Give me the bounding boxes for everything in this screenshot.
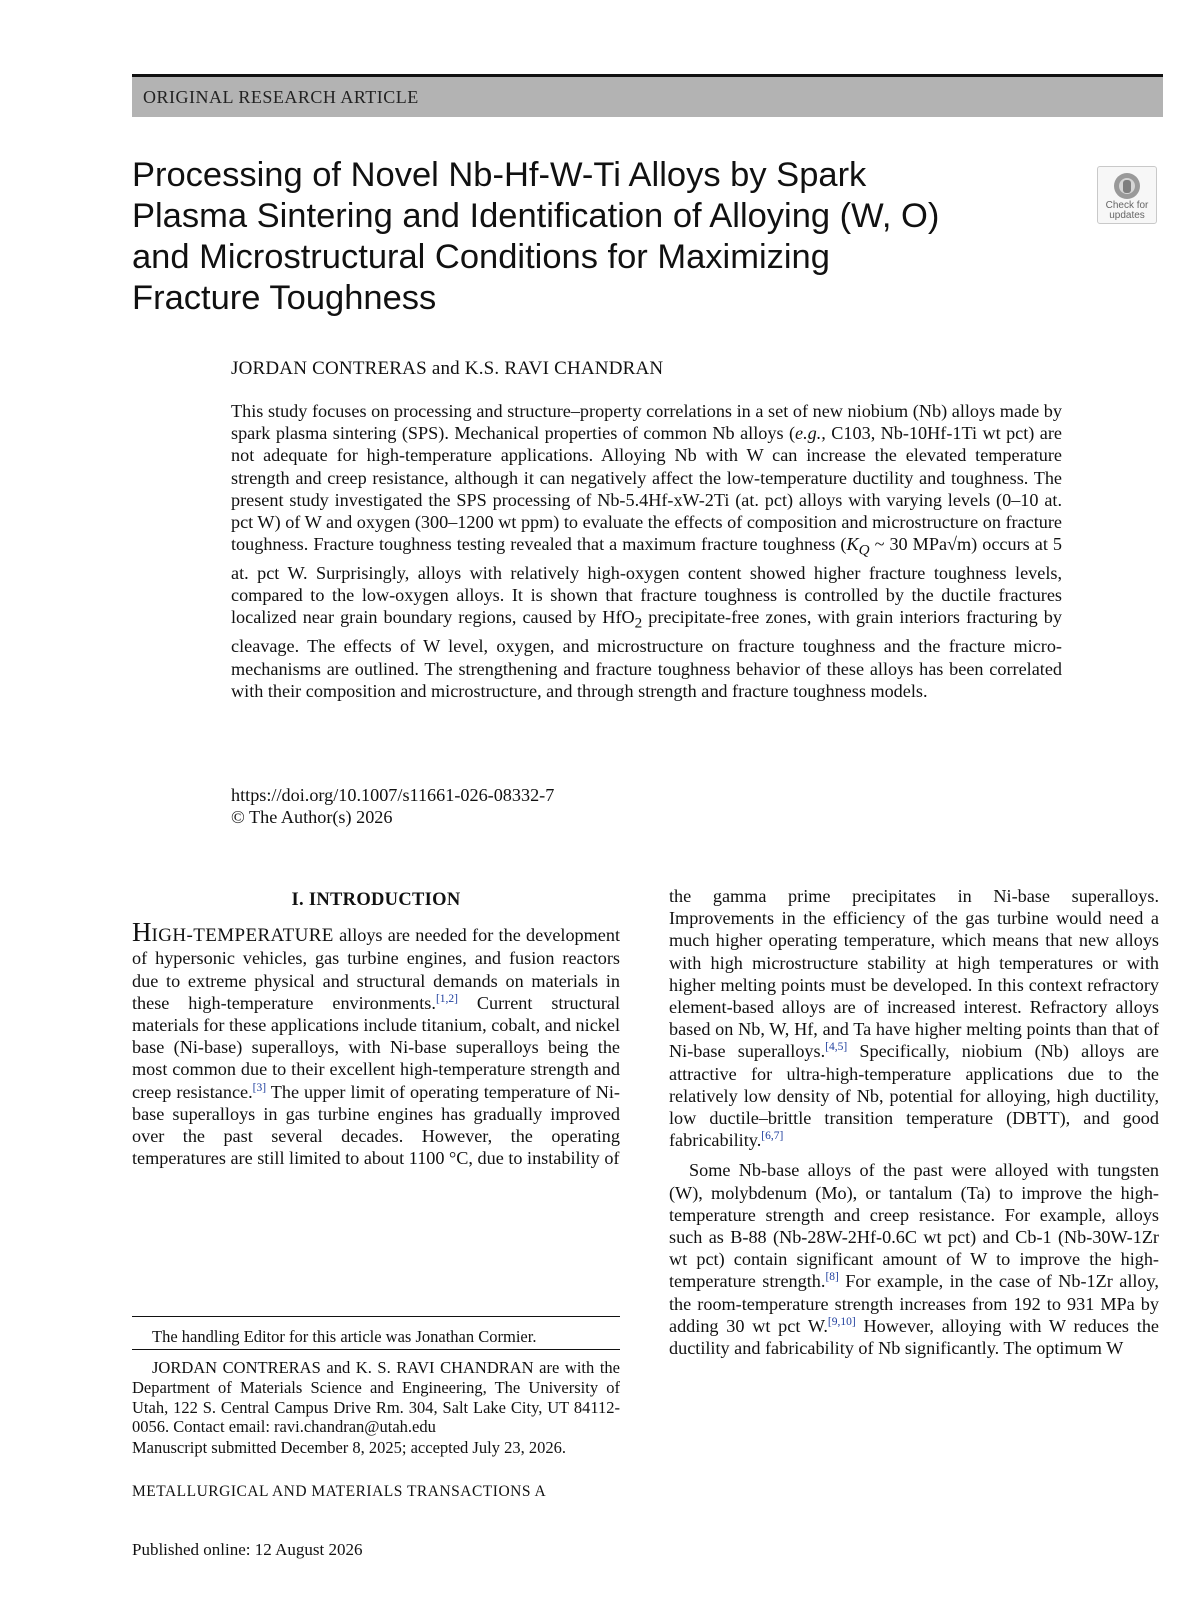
- abstract-eg: e.g.,: [795, 423, 826, 444]
- title-line-3: and Microstructural Conditions for Maximizing: [132, 238, 830, 276]
- abstract-k-subscript: Q: [858, 541, 870, 559]
- intro-smallcaps: IGH-TEMPERATURE: [151, 925, 334, 947]
- journal-name: METALLURGICAL AND MATERIALS TRANSACTIONS A: [132, 1483, 547, 1500]
- footnote-dates: Manuscript submitted December 8, 2025; accepted July 23, 2026.: [132, 1438, 566, 1457]
- doi-link[interactable]: https://doi.org/10.1007/s11661-026-08332-7: [231, 785, 555, 805]
- intro-text-1a: alloys are needed for the development of hypersonic vehicles, gas turbine engines, and fusion reactors due to extreme physical and structural demands on materials in these high-temperature environments.: [132, 925, 620, 1013]
- intro-text-2c: However, alloying with W reduces the ductility and fabricability of Nb significantly. The optimum W: [669, 1315, 1159, 1359]
- abstract-part-4: precipitate-free zones, with grain interiors fracturing by cleavage. The effects of W level, oxygen, and microstructure on fracture toughness and the fracture micro-mechanisms are outlined. The strengthening and fracture toughness behavior of these alloys has been correlated with their composition and microstructure, and through strength and fracture toughness models.: [231, 607, 1062, 701]
- intro-paragraph-2: [669, 1159, 1159, 1359]
- citation-8[interactable]: [8]: [825, 1271, 839, 1284]
- article-type-label: ORIGINAL RESEARCH ARTICLE: [143, 87, 419, 107]
- citation-6-7[interactable]: [6,7]: [761, 1130, 784, 1143]
- article-type-band: [132, 74, 1163, 117]
- abstract-part-2: C103, Nb-10Hf-1Ti wt pct) are not adequate for high-temperature applications. Alloying Nb with W can increase the elevated temperature strength and creep resistance, although it can negatively affect the low-temperature ductility and toughness. The present study investigated the SPS processing of Nb-5.4Hf-xW-2Ti (at. pct) alloys with varying levels (0–10 at. pct W) of W and oxygen (300–1200 wt ppm) to evaluate the effects of composition and microstructure on fracture toughness. Fracture toughness testing revealed that a maximum fracture toughness (: [231, 423, 1062, 555]
- title-line-2: Plasma Sintering and Identification of Alloying (W, O): [132, 197, 940, 235]
- footnote-rule-bottom: [132, 1349, 620, 1350]
- author-list: JORDAN CONTRERAS and K.S. RAVI CHANDRAN: [231, 358, 664, 379]
- footnote-rule-top: [132, 1316, 620, 1317]
- abstract-part-3: ~ 30 MPa√m) occurs at 5 at. pct W. Surprisingly, alloys with relatively high-oxygen content showed higher fracture toughness levels, compared to the low-oxygen alloys. It is shown that fracture toughness is controlled by the ductile fractures localized near grain boundary regions, caused by HfO: [231, 534, 1062, 628]
- intro-text-1c-continued: the gamma prime precipitates in Ni-base superalloys. Improvements in the efficiency of the gas turbine would need a much higher operating temperature, which means that new alloys with high microstructure stability at high temperatures or with higher melting points must be developed. In this context refractory element-based alloys are of increased interest. Refractory alloys based on Nb, W, Hf, and Ta have higher melting points than that of Ni-base superalloys.: [669, 886, 1159, 1062]
- intro-text-1c: The upper limit of operating temperature of Ni-base superalloys in gas turbine engines has gradually improved over the past several decades. However, the operating temperatures are still limited to about 1100 °C, due to instability of: [132, 1081, 620, 1169]
- citation-1-2[interactable]: [1,2]: [435, 992, 458, 1005]
- intro-text-1d: Specifically, niobium (Nb) alloys are attractive for ultra-high-temperature applications due to the relatively low density of Nb, potential for alloying, high ductility, low ductile–brittle transition temperature (DBTT), and good fabricability.: [669, 1041, 1159, 1151]
- badge-text-line-1: Check for: [1105, 200, 1149, 211]
- citation-3[interactable]: [3]: [252, 1081, 267, 1094]
- title-line-4: Fracture Toughness: [132, 279, 437, 317]
- article-title: [132, 155, 1012, 319]
- abstract-oxide-subscript: 2: [634, 615, 643, 633]
- intro-continuation: [669, 885, 1159, 1151]
- section-heading-introduction: I. INTRODUCTION: [291, 890, 461, 910]
- published-date: Published online: 12 August 2026: [132, 1540, 363, 1559]
- check-updates-icon: [1112, 171, 1142, 201]
- column-left: [132, 889, 620, 1169]
- column-right: [669, 885, 1159, 1359]
- abstract-part-1: This study focuses on processing and structure–property correlations in a set of new niobium (Nb) alloys made by spark plasma sintering (SPS). Mechanical properties of common Nb alloys (: [231, 401, 1062, 444]
- footnote-editor: The handling Editor for this article was Jonathan Cormier.: [152, 1327, 537, 1346]
- abstract-k-symbol: K: [846, 534, 859, 555]
- citation-4-5[interactable]: [4,5]: [825, 1041, 848, 1054]
- title-line-1: Processing of Novel Nb-Hf-W-Ti Alloys by Spark: [132, 156, 867, 194]
- footnote-affiliation: JORDAN CONTRERAS and K. S. RAVI CHANDRAN are with the Department of Materials Science and Engineering, The University of Utah, 122 S. Central Campus Drive Rm. 304, Salt Lake City, UT 84112-0056. Contact email: ravi.chandran@utah.edu: [132, 1358, 620, 1437]
- intro-text-2b: For example, in the case of Nb-1Zr alloy, the room-temperature strength increases from 192 to 931 MPa by adding 30 wt pct W.: [669, 1271, 1159, 1336]
- copyright-notice: © The Author(s) 2026: [231, 807, 393, 827]
- check-for-updates-badge[interactable]: [1097, 166, 1157, 224]
- abstract: [231, 400, 1062, 702]
- intro-dropcap: H: [132, 917, 152, 948]
- badge-text-line-2: updates: [1109, 210, 1145, 221]
- intro-paragraph-1: [132, 917, 620, 1169]
- intro-text-1b: Current structural materials for these applications include titanium, cobalt, and nickel base (Ni-base) superalloys, with Ni-base superalloys being the most common due to their excellent high-temperature strength and creep resistance.: [132, 992, 620, 1102]
- intro-text-2a: Some Nb-base alloys of the past were alloyed with tungsten (W), molybdenum (Mo), or tantalum (Ta) to improve the high-temperature strength and creep resistance. For example, alloys such as B-88 (Nb-28W-2Hf-0.6C wt pct) and Cb-1 (Nb-30W-1Zr wt pct) contain significant amount of W to improve the high-temperature strength.: [669, 1160, 1159, 1292]
- citation-9-10[interactable]: [9,10]: [827, 1315, 856, 1328]
